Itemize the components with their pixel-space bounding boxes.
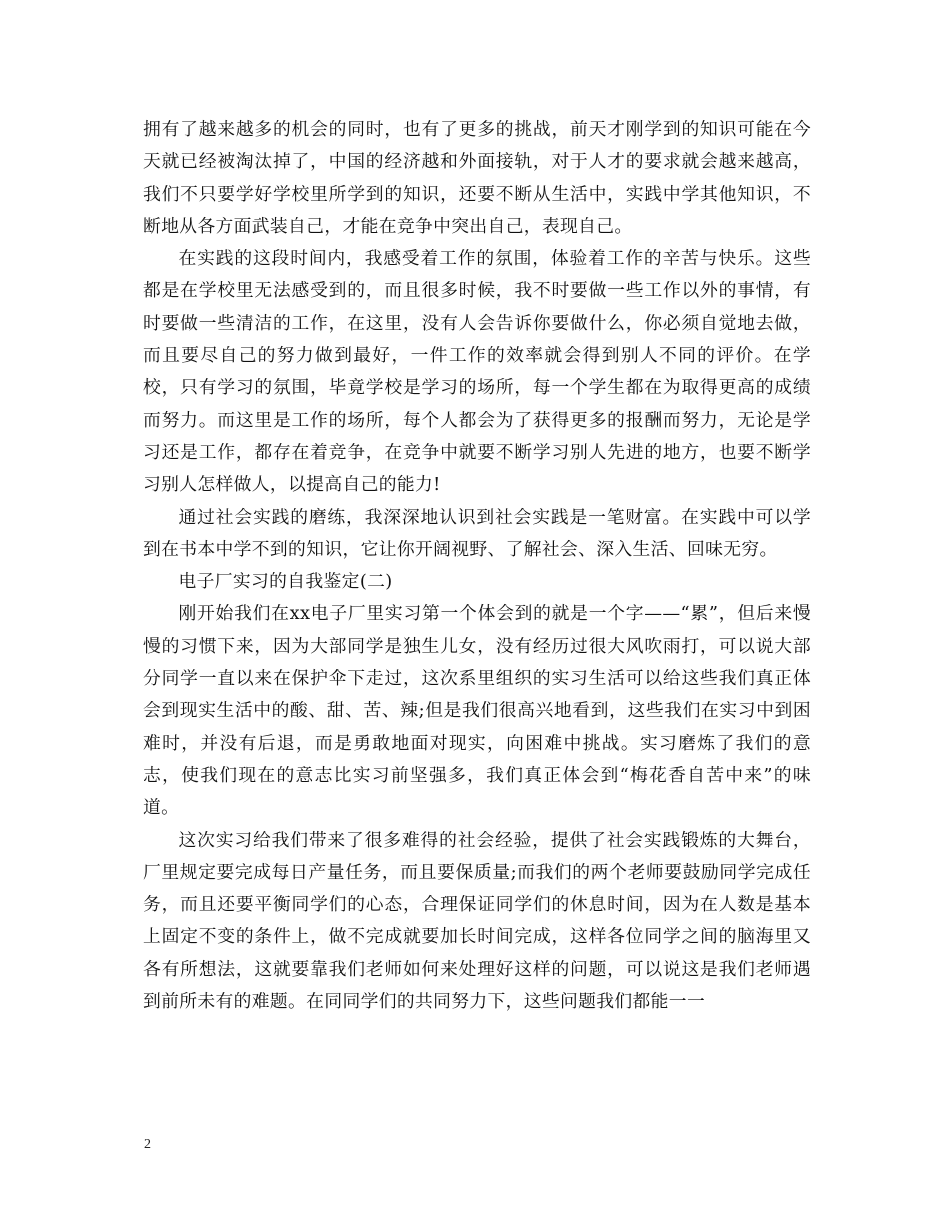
paragraph-3: 通过社会实践的磨练，我深深地认识到社会实践是一笔财富。在实践中可以学到在书本中学不到的知识，它让你开阔视野、了解社会、深入生活、回味无穷。	[143, 506, 811, 560]
section-heading: 电子厂实习的自我鉴定(二)	[178, 571, 393, 593]
page-number: 2	[144, 1137, 151, 1152]
paragraph-4: 刚开始我们在xx电子厂里实习第一个体会到的就是一个字——“累”，但后来慢慢的习惯下来，因为大部同学是独生儿女，没有经历过很大风吹雨打，可以说大部分同学一直以来在保护伞下走过，这次系里组织的实习生活可以给这些我们真正体会到现实生活中的酸、甜、苦、辣;但是我们很高兴地看到，这些我们在实习中到困难时，并没有后退，而是勇敢地面对现实，向困难中挑战。实习磨炼了我们的意志，使我们现在的意志比实习前坚强多，我们真正体会到“梅花香自苦中来”的味道。	[143, 603, 811, 819]
paragraph-1: 拥有了越来越多的机会的同时，也有了更多的挑战，前天才刚学到的知识可能在今天就已经被淘汰掉了，中国的经济越和外面接轨，对于人才的要求就会越来越高，我们不只要学好学校里所学到的知识，还要不断从生活中，实践中学其他知识，不断地从各方面武装自己，才能在竞争中突出自己，表现自己。	[143, 119, 811, 237]
paragraph-5: 这次实习给我们带来了很多难得的社会经验，提供了社会实践锻炼的大舞台，厂里规定要完成每日产量任务，而且要保质量;而我们的两个老师要鼓励同学完成任务，而且还要平衡同学们的心态，合理保证同学们的休息时间，因为在人数是基本上固定不变的条件上，做不完成就要加长时间完成，这样各位同学之间的脑海里又各有所想法，这就要靠我们老师如何来处理好这样的问题，可以说这是我们老师遇到前所未有的难题。在同同学们的共同努力下，这些问题我们都能一一	[143, 829, 811, 1013]
document-body	[143, 114, 811, 1018]
paragraph-2: 在实践的这段时间内，我感受着工作的氛围，体验着工作的辛苦与快乐。这些都是在学校里无法感受到的，而且很多时候，我不时要做一些工作以外的事情，有时要做一些清洁的工作，在这里，没有人会告诉你要做什么，你必须自觉地去做，而且要尽自己的努力做到最好，一件工作的效率就会得到别人不同的评价。在学校，只有学习的氛围，毕竟学校是学习的场所，每一个学生都在为取得更高的成绩而努力。而这里是工作的场所，每个人都会为了获得更多的报酬而努力，无论是学习还是工作，都存在着竞争，在竞争中就要不断学习别人先进的地方，也要不断学习别人怎样做人，以提高自己的能力!	[143, 248, 811, 496]
